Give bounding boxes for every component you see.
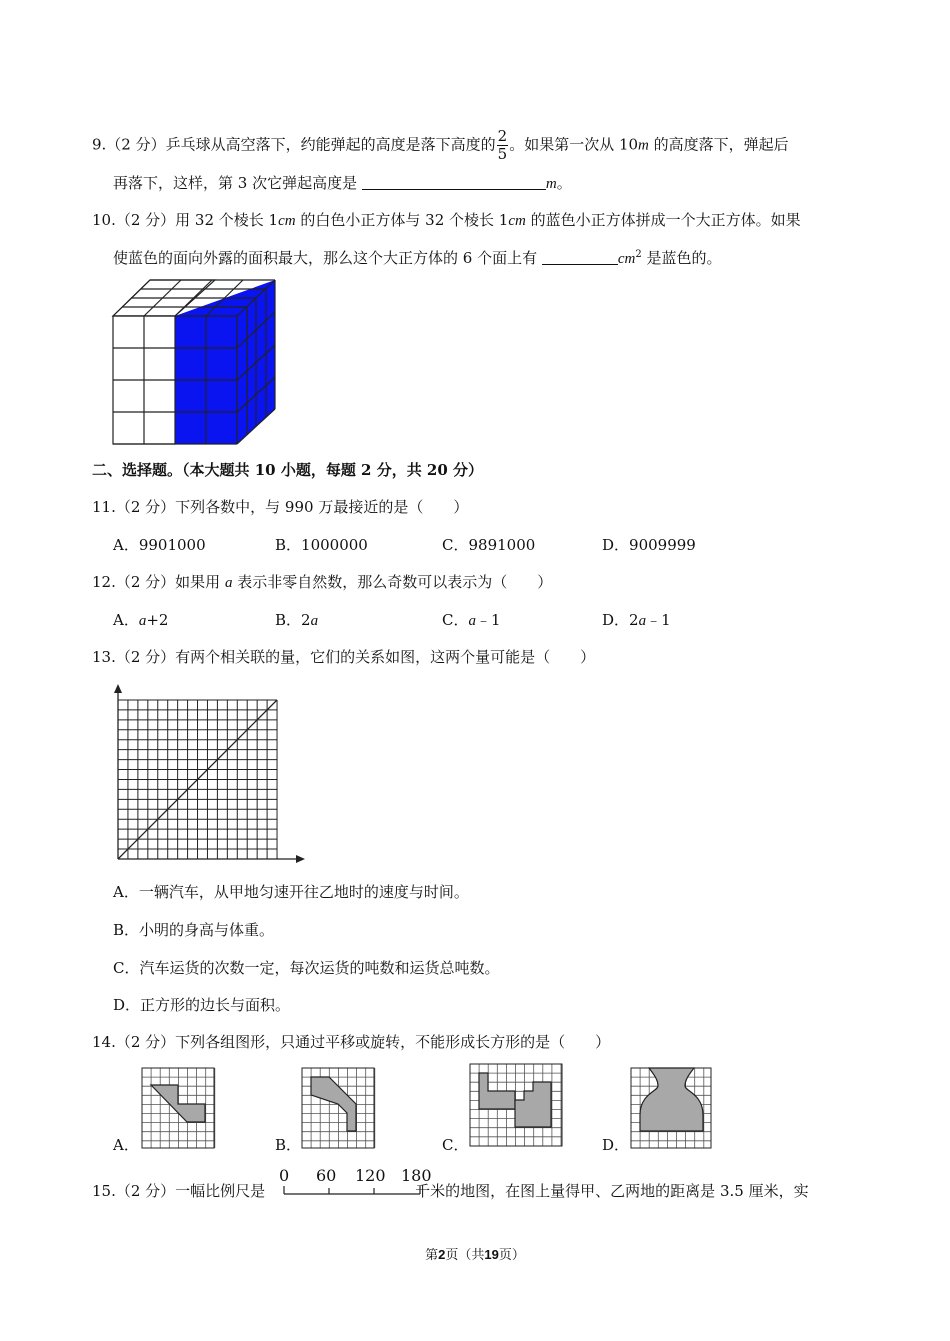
q12-option-a[interactable] [113, 609, 168, 630]
section-2-heading: 二、选择题。（本大题共 10 小题，每题 2 分，共 20 分） [92, 461, 484, 479]
q12-c-var: a [468, 613, 476, 629]
q10-text-line2b: 是蓝色的。 [641, 249, 722, 267]
q12-a-pre: A． [113, 611, 139, 629]
footer-page: 2 [438, 1247, 446, 1262]
q9-line1 [92, 128, 789, 163]
q12-option-d[interactable] [602, 609, 671, 630]
q9-line2 [113, 172, 572, 193]
q14-figure-b[interactable] [301, 1067, 375, 1149]
q10-unit-cm2: cm [617, 251, 636, 267]
q14-option-a-label[interactable]: A． [113, 1136, 139, 1154]
q12-option-b[interactable] [275, 609, 318, 630]
scale-tick-120: 120 [355, 1166, 386, 1185]
q9-end: 。 [556, 174, 572, 192]
footer-pre: 第 [425, 1248, 439, 1263]
q10-text-b: 的白色小正方体与 32 个棱长 1 [295, 211, 509, 229]
q11-option-d[interactable]: D．9009999 [602, 536, 696, 554]
page-footer [0, 1244, 950, 1263]
q12-c-post: ﹣1 [475, 611, 501, 629]
q11-stem: 11.（2 分）下列各数中，与 990 万最接近的是（ ） [92, 498, 469, 516]
q14-figure-a[interactable] [141, 1067, 215, 1149]
q10-unit-cm: cm [278, 213, 296, 229]
q12-d-post: ﹣1 [646, 611, 671, 629]
q9-answer-blank[interactable] [362, 175, 546, 190]
footer-mid: 页（共 [445, 1248, 485, 1263]
q12-stem-b: 表示非零自然数，那么奇数可以表示为（ ） [232, 573, 553, 591]
q9-unit-m: m [638, 137, 649, 154]
q9-text-line2: 再落下，这样，第 3 次它弹起高度是 [113, 174, 358, 192]
q12-b-var: a [310, 613, 319, 629]
footer-post: 页） [498, 1248, 525, 1263]
q13-graph [110, 684, 310, 864]
q10-cube-figure [112, 279, 282, 447]
q10-text-line2: 使蓝色的面向外露的面积最大，那么这个大正方体的 6 个面上有 [113, 249, 538, 267]
q14-figure-c[interactable] [469, 1063, 563, 1147]
q14-figure-d[interactable] [630, 1067, 712, 1149]
q9-unit-m2: m [545, 176, 557, 192]
q15-stem-a: 15.（2 分）一幅比例尺是 [92, 1182, 266, 1200]
q14-option-d-label[interactable]: D． [602, 1136, 630, 1154]
q13-option-b[interactable]: B．小明的身高与体重。 [113, 921, 275, 939]
scale-tick-0: 0 [279, 1166, 290, 1185]
q14-option-c-label[interactable]: C． [442, 1136, 469, 1154]
q12-c-pre: C． [442, 611, 469, 629]
q12-a-var: a [138, 613, 147, 629]
y-axis-arrow-icon [114, 684, 122, 693]
q13-stem: 13.（2 分）有两个相关联的量，它们的关系如图，这两个量可能是（ ） [92, 648, 596, 666]
q10-sup: 2 [635, 249, 642, 260]
scale-tick-60: 60 [316, 1166, 337, 1185]
q11-option-b[interactable]: B．1000000 [275, 536, 368, 554]
q11-option-c[interactable]: C．9891000 [442, 536, 536, 554]
x-axis-arrow-icon [296, 855, 305, 863]
scale-tick-180: 180 [401, 1166, 432, 1185]
blue-region [175, 280, 275, 444]
q10-line1 [92, 209, 801, 230]
q10-unit-cm-b: cm [508, 213, 526, 229]
q13-option-d[interactable]: D．正方形的边长与面积。 [113, 996, 291, 1014]
footer-total: 19 [484, 1247, 499, 1262]
q11-option-a[interactable]: A．9901000 [113, 536, 206, 554]
q10-line2 [113, 247, 722, 268]
q10-text-a: 10.（2 分）用 32 个棱长 1 [92, 211, 279, 229]
q9-fraction [497, 128, 509, 163]
q12-b-pre: B．2 [275, 611, 311, 629]
q12-d-var: a [638, 613, 647, 629]
q12-option-c[interactable] [442, 609, 501, 630]
q15-line [92, 1180, 809, 1201]
q9-text-a: 9.（2 分）乒乓球从高空落下，约能弹起的高度是落下高度的 [92, 135, 496, 154]
q9-text-b: 。如果第一次从 10 [509, 135, 639, 154]
q13-option-c[interactable]: C．汽车运货的次数一定，每次运货的吨数和运货总吨数。 [113, 959, 500, 977]
q12-a-post: +2 [146, 611, 169, 629]
q13-option-a[interactable]: A．一辆汽车，从甲地匀速开往乙地时的速度与时间。 [113, 883, 469, 901]
q14-option-b-label[interactable]: B． [275, 1136, 302, 1154]
q14-stem: 14.（2 分）下列各组图形，只通过平移或旋转，不能形成长方形的是（ ） [92, 1033, 611, 1051]
q10-answer-blank[interactable] [542, 250, 618, 265]
q9-text-c: 的高度落下，弹起后 [648, 135, 789, 154]
q12-stem [92, 571, 552, 592]
q9-frac-num: 2 [497, 127, 508, 145]
q12-d-pre: D．2 [602, 611, 639, 629]
q15-scale-bar [279, 1166, 433, 1196]
q10-text-c: 的蓝色小正方体拼成一个大正方体。如果 [525, 211, 801, 229]
q15-stem-b: 千米的地图，在图上量得甲、乙两地的距离是 3.5 厘米，实 [415, 1182, 809, 1200]
q9-frac-den: 5 [497, 145, 508, 163]
q12-var: a [224, 575, 233, 591]
q12-stem-a: 12.（2 分）如果用 [92, 573, 225, 591]
